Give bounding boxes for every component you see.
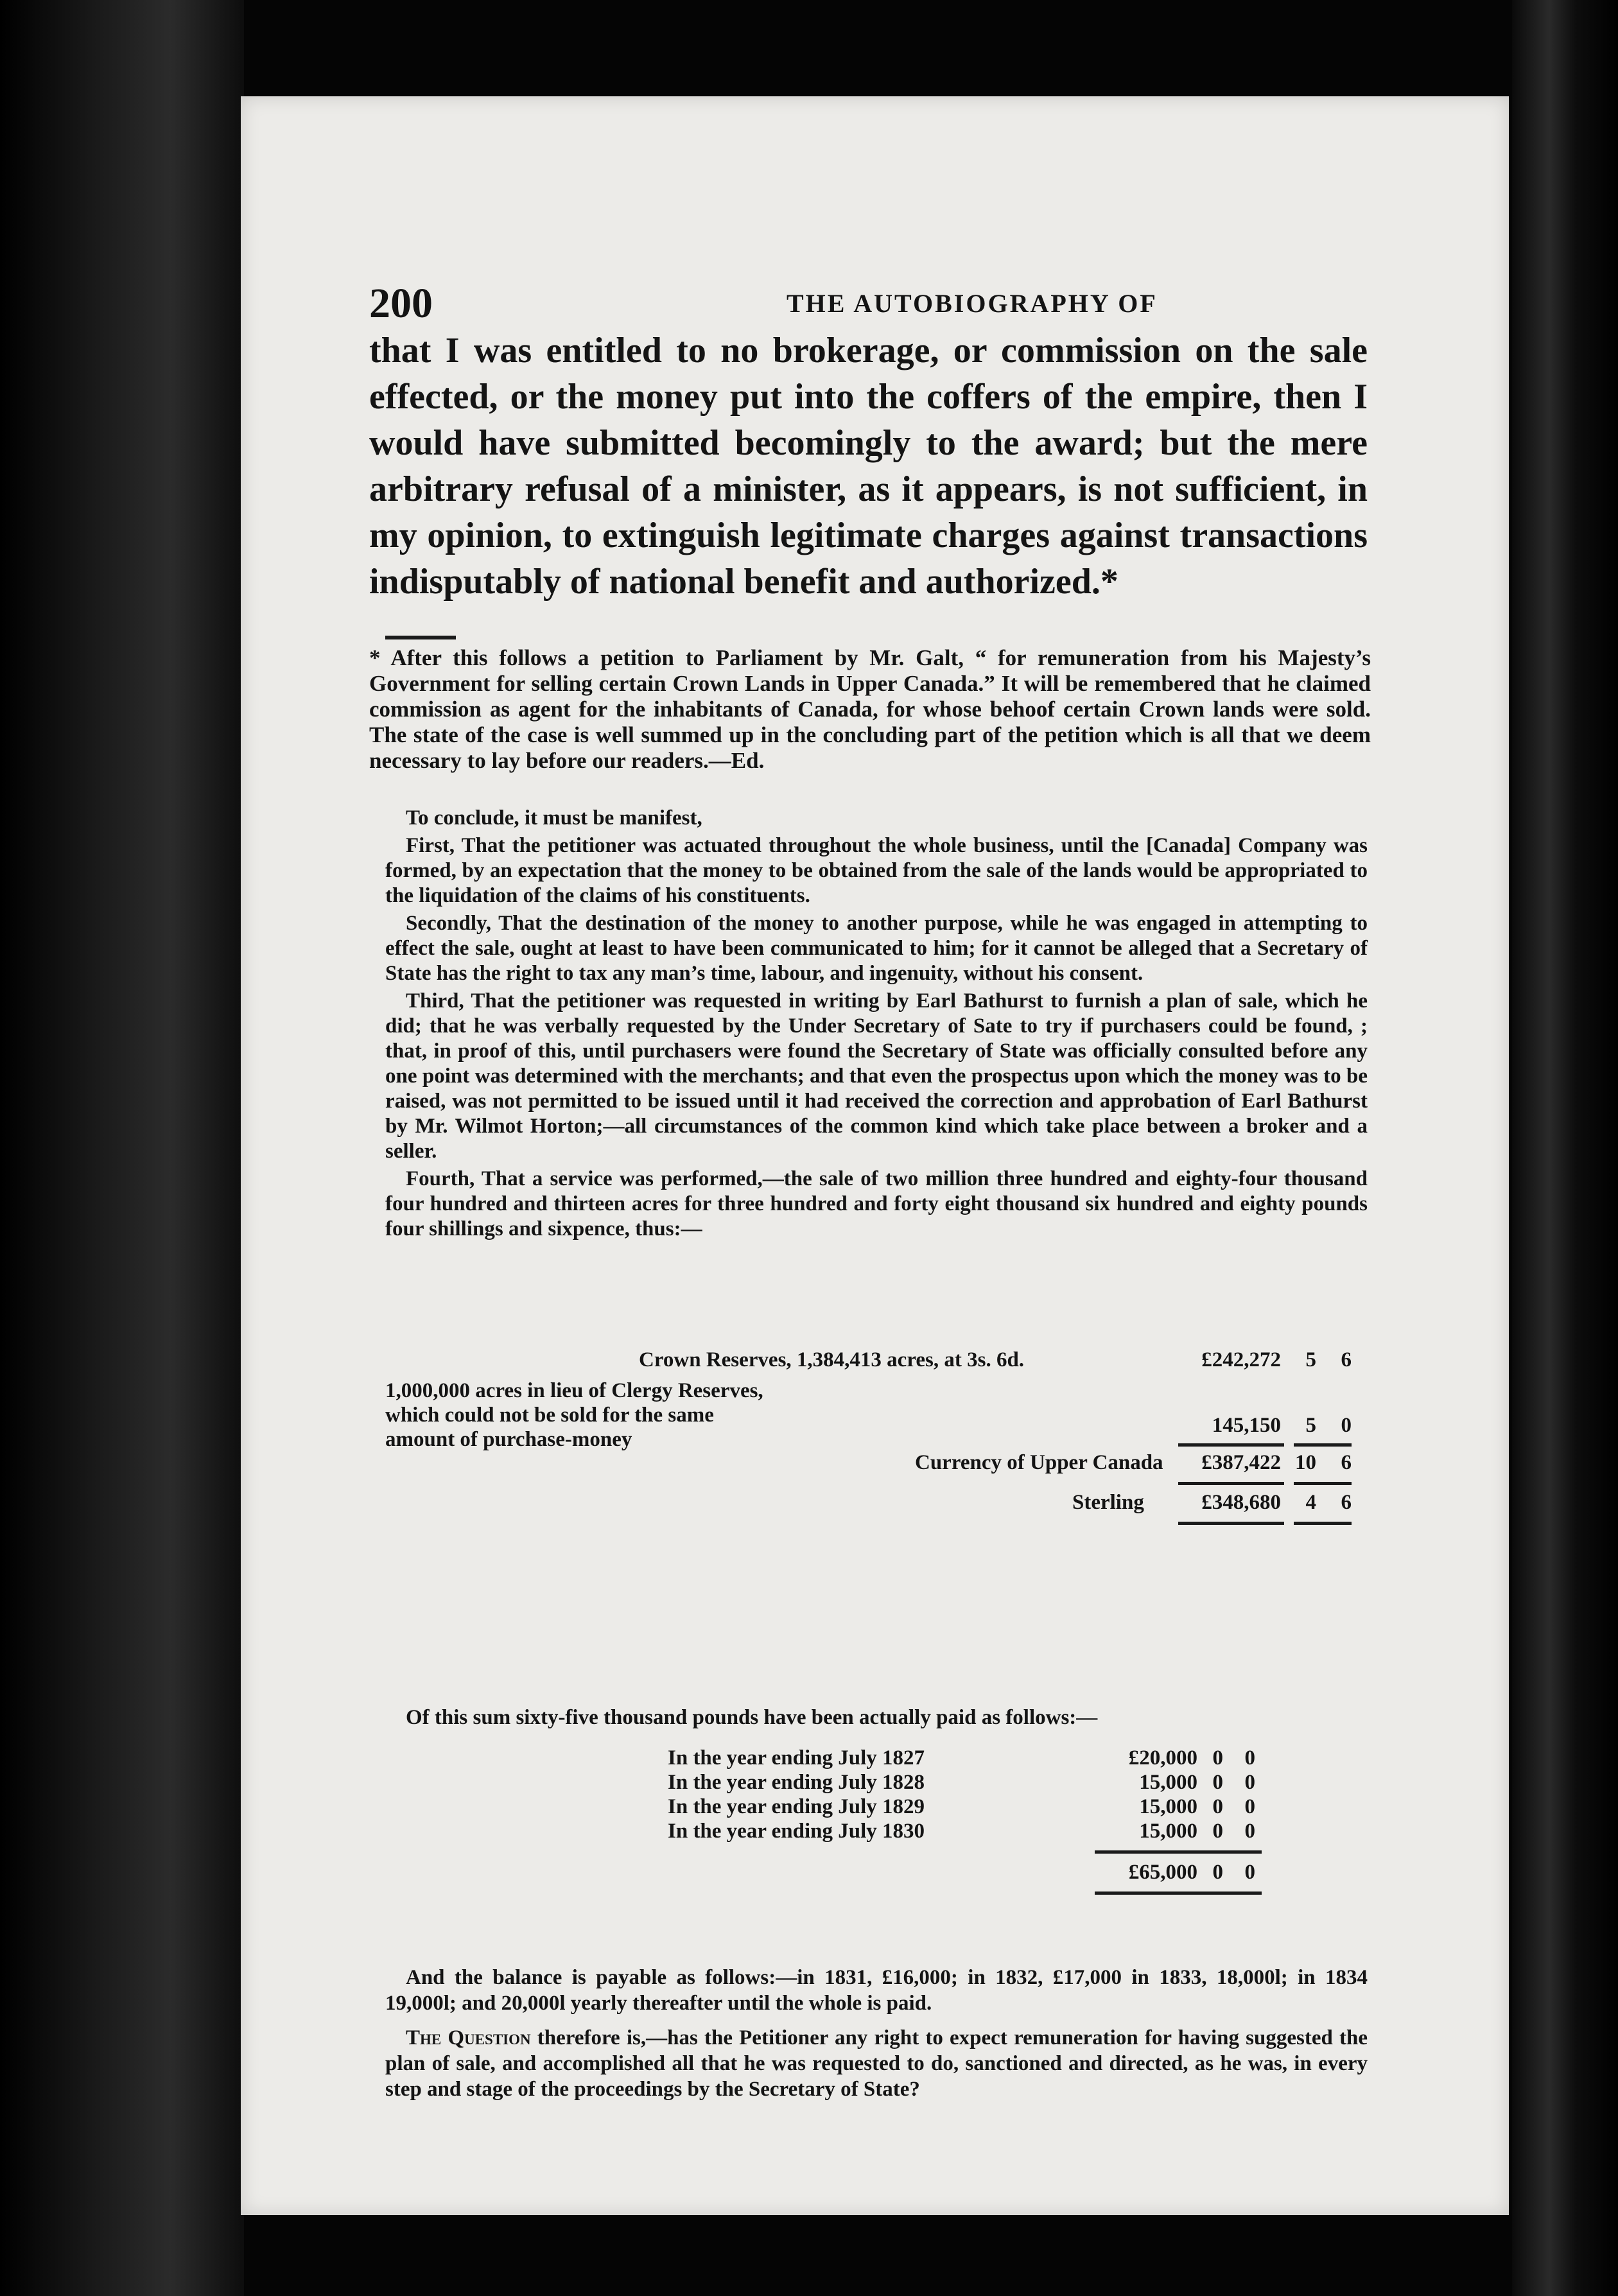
- footnote-rule: [385, 636, 456, 639]
- sum-rule: [1178, 1443, 1284, 1447]
- running-head: THE AUTOBIOGRAPHY OF: [787, 289, 1158, 318]
- book-page: [241, 96, 1509, 2215]
- currency-label: Currency of Upper Canada: [915, 1451, 1163, 1474]
- payments-total-pounds: £65,000: [1128, 1861, 1197, 1884]
- payment-row-pence: 0: [1244, 1771, 1255, 1794]
- currency-shillings: 10: [1295, 1451, 1316, 1474]
- sum-rule: [1178, 1482, 1284, 1485]
- account-line-crown-reserves: Crown Reserves, 1,384,413 acres, at 3s. 6d.: [639, 1348, 1025, 1371]
- payment-row-pounds: 15,000: [1139, 1771, 1197, 1794]
- facing-page-edge: [1512, 0, 1618, 2296]
- paragraph-first: First, That the petitioner was actuated throughout the whole business, until the [Canada] Company was formed, by an expectation that the money to be obtained from the sale of the lands would be appropriated to the liquidation of the claims of his constituents.: [385, 834, 1368, 907]
- account-amount-shillings: 5: [1305, 1348, 1316, 1371]
- paid-intro: [385, 1705, 1368, 1730]
- question-text: therefore is,—has the Petitioner any right to expect remuneration for having suggested the plan of sale, and accomplished all that he was requested to do, sanctioned and directed, as he was, in every step and stage of the proceedings by the Secretary of State?: [385, 2026, 1368, 2101]
- account-amount-pounds: 145,150: [1212, 1414, 1281, 1437]
- account-amount-pence: 0: [1341, 1414, 1352, 1437]
- payment-row-label: In the year ending July 1830: [668, 1820, 925, 1843]
- payment-row-pounds: 15,000: [1139, 1820, 1197, 1843]
- payment-row-label: In the year ending July 1829: [668, 1795, 925, 1818]
- payments-total-shillings: 0: [1212, 1861, 1223, 1884]
- paid-intro-text: Of this sum sixty-five thousand pounds have been actually paid as follows:—: [406, 1706, 1098, 1729]
- account-line-clergy-a: 1,000,000 acres in lieu of Clergy Reserves,: [385, 1379, 763, 1402]
- sum-rule: [1178, 1522, 1284, 1525]
- petition-conclusion: [385, 806, 1368, 1244]
- payment-row-label: In the year ending July 1828: [668, 1771, 925, 1794]
- paragraph-conclude: To conclude, it must be manifest,: [406, 806, 702, 830]
- book-spine-shadow: [0, 0, 244, 2296]
- balance-paragraph: And the balance is payable as follows:—in 1831, £16,000; in 1832, £17,000 in 1833, 18,000l; in 1834 19,000l; and 20,000l yearly thereafter until the whole is paid.: [385, 1966, 1368, 2015]
- sterling-label: Sterling: [1072, 1491, 1144, 1514]
- sterling-pence: 6: [1341, 1491, 1352, 1514]
- payment-row-shillings: 0: [1212, 1771, 1223, 1794]
- page-header: [369, 279, 1380, 331]
- paragraph-fourth: Fourth, That a service was performed,—the sale of two million three hundred and eighty-four thousand four hundred and thirteen acres for three hundred and forty eight thousand six hundred and eighty pounds four shillings and sixpence, thus:—: [385, 1167, 1368, 1240]
- account-line-clergy-c: amount of purchase-money: [385, 1428, 632, 1451]
- question-paragraph: [385, 2025, 1368, 2102]
- payment-row-pounds: £20,000: [1128, 1746, 1197, 1770]
- page-number: 200: [369, 280, 433, 327]
- sum-rule: [1294, 1482, 1352, 1485]
- paragraph-third: Third, That the petitioner was requested in writing by Earl Bathurst to furnish a plan of sale, which he did; that he was verbally requested by the Under Secretary of Sate to try if purchasers could be found, ; that, in proof of this, until purchasers were found the Secretary of State was officially consulted before any one point was determined with the merchants; and that even the prospectus upon which the money was to be raised, was not permitted to be issued until it had received the correction and approbation of Earl Bathurst by Mr. Wilmot Horton;—all circumstances of the common kind which take place between a broker and a seller.: [385, 989, 1368, 1163]
- closing-section: [385, 1965, 1368, 2111]
- account-amount-pounds: £242,272: [1201, 1348, 1281, 1371]
- sterling-pounds: £348,680: [1201, 1491, 1281, 1514]
- sum-rule: [1294, 1522, 1352, 1525]
- payment-row-pence: 0: [1244, 1746, 1255, 1770]
- footnote: * After this follows a petition to Parliament by Mr. Galt, “ for remuneration from his Majesty’s Government for selling certain Crown Lands in Upper Canada.” It will be remembered that he claimed commission as agent for the inhabitants of Canada, for whose behoof certain Crown lands were sold. The state of the case is well summed up in the concluding part of the petition which is all that we deem necessary to lay before our readers.—Ed.: [369, 645, 1371, 773]
- payment-row-pounds: 15,000: [1139, 1795, 1197, 1818]
- main-paragraph: that I was entitled to no brokerage, or commission on the sale effected, or the money put into the coffers of the empire, then I would have submitted becomingly to the award; but the mere arbitrary refusal of a minister, as it appears, is not sufficient, in my opinion, to extinguish legitimate charges against transactions indisputably of national benefit and authorized.*: [369, 331, 1368, 602]
- payment-row-shillings: 0: [1212, 1820, 1223, 1843]
- account-amount-pence: 6: [1341, 1348, 1352, 1371]
- payment-row-pence: 0: [1244, 1795, 1255, 1818]
- payment-row-pence: 0: [1244, 1820, 1255, 1843]
- payment-row-label: In the year ending July 1827: [668, 1746, 925, 1770]
- payment-row-shillings: 0: [1212, 1746, 1223, 1770]
- question-lead: The Question: [406, 2026, 531, 2049]
- currency-pence: 6: [1341, 1451, 1352, 1474]
- paragraph-secondly: Secondly, That the destination of the money to another purpose, while he was engaged in attempting to effect the sale, ought at least to have been communicated to him; for it cannot be alleged that a Secretary of State has the right to tax any man’s time, labour, and ingenuity, without his consent.: [385, 912, 1368, 985]
- payment-row-shillings: 0: [1212, 1795, 1223, 1818]
- sum-rule: [1095, 1850, 1262, 1854]
- sterling-shillings: 4: [1305, 1491, 1316, 1514]
- account-line-clergy-b: which could not be sold for the same: [385, 1404, 714, 1427]
- sum-rule: [1095, 1892, 1262, 1895]
- payments-total-pence: 0: [1244, 1861, 1255, 1884]
- currency-pounds: £387,422: [1201, 1451, 1281, 1474]
- account-amount-shillings: 5: [1305, 1414, 1316, 1437]
- sum-rule: [1294, 1443, 1352, 1447]
